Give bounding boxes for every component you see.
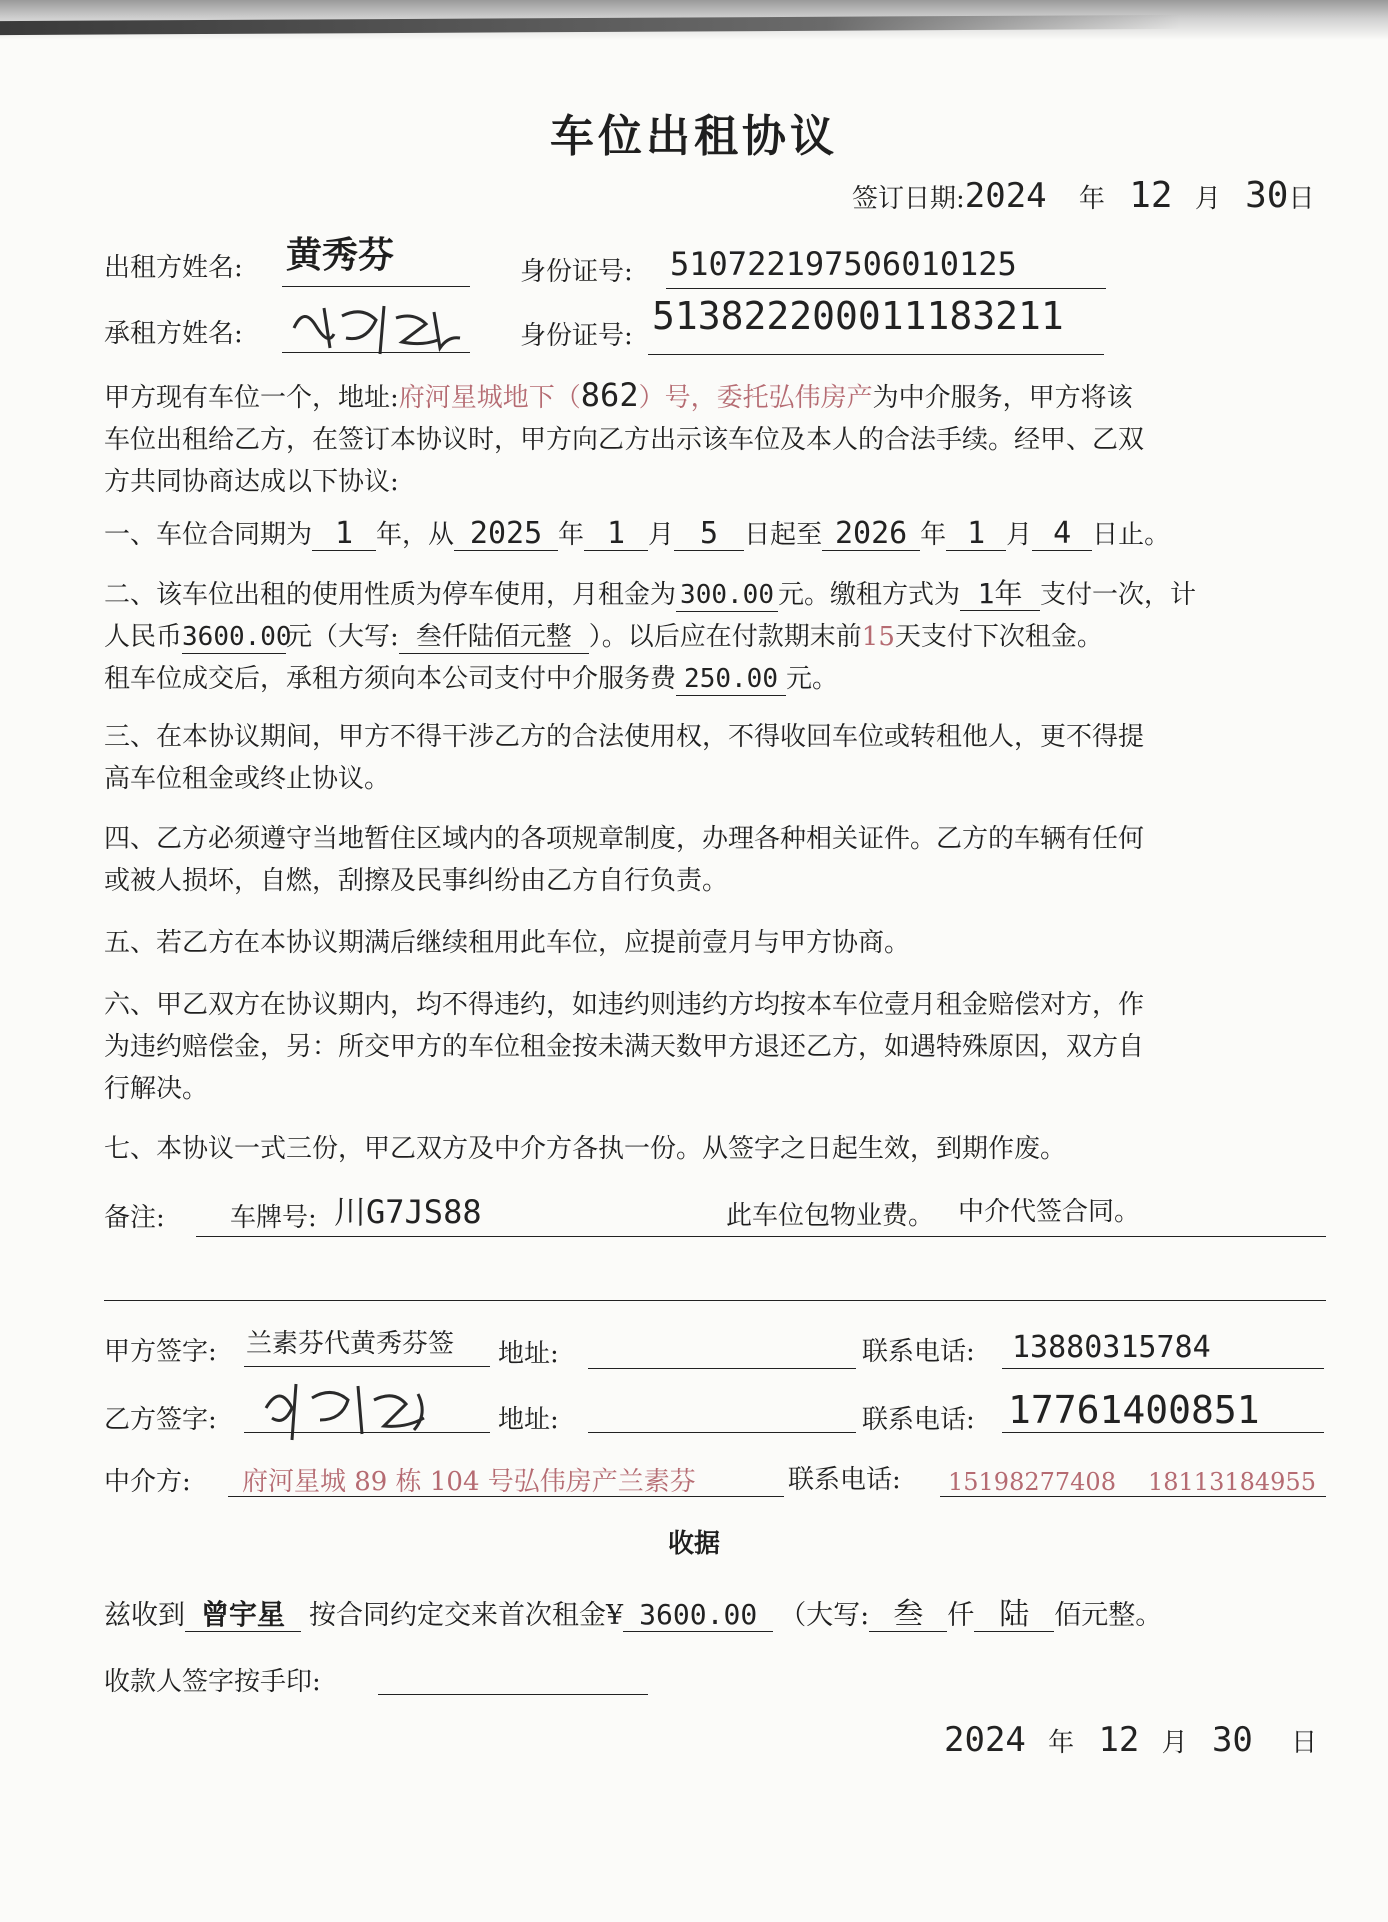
lessor-name-underline (282, 286, 470, 287)
party-a-phone-underline (1002, 1368, 1324, 1369)
clause1-text-e: 日起至 (744, 520, 823, 550)
clause2-payment-period: 1年 (960, 578, 1040, 611)
receipt-text-d: 仟 (947, 1600, 975, 1631)
intro-text-1: 甲方现有车位一个，地址: (104, 383, 399, 413)
clause6-line-1: 六、甲乙双方在协议期内，均不得违约，如违约则违约方均按本车位壹月租金赔偿对方，作 (104, 990, 1145, 1020)
party-b-phone: 17761400851 (1008, 1388, 1260, 1432)
agent-value: 府河星城 89 栋 104 号弘伟房产兰素芬 (242, 1467, 696, 1497)
clause2-line-3 (104, 658, 1326, 700)
lessee-id-underline (648, 354, 1104, 355)
lessee-name-signature (284, 298, 474, 360)
party-a-phone: 13880315784 (1012, 1330, 1211, 1365)
lessee-name-label: 承租方姓名: (104, 319, 243, 349)
intro-lot-number: 862 (580, 376, 639, 414)
clause2-text-e: 元（大写: (286, 622, 399, 652)
clause4-line-1: 四、乙方必须遵守当地暂住区域内的各项规章制度，办理各种相关证件。乙方的车辆有任何 (104, 824, 1145, 854)
agent-phone-2: 18113184955 (1148, 1468, 1316, 1496)
clause7-line-1: 七、本协议一式三份，甲乙双方及中介方各执一份。从签字之日起生效，到期作废。 (104, 1134, 1067, 1164)
lessor-id-label: 身份证号: (520, 257, 633, 287)
party-a-address-label: 地址: (498, 1339, 559, 1369)
agent-phone-underline (940, 1496, 1326, 1497)
sign-date-year: 2024 (964, 176, 1047, 216)
remarks-underline-2 (104, 1300, 1326, 1301)
remarks-label: 备注: (104, 1203, 165, 1233)
party-b-sign-underline (244, 1432, 490, 1433)
clause2-text-h: 租车位成交后，承租方须向本公司支付中介服务费 (104, 664, 677, 694)
clause1-start-year: 2025 (454, 518, 558, 551)
receipt-payer: 曾宇星 (185, 1599, 301, 1632)
receipt-text-a: 兹收到 (104, 1600, 185, 1631)
clause1-start-day: 5 (674, 518, 744, 551)
agent-phone-1: 15198277408 (948, 1468, 1116, 1496)
property-fee-note: 中介代签合同。 (958, 1197, 1141, 1227)
clause2-text-i: 元。 (786, 664, 839, 694)
receipt-date-day-unit: 日 (1291, 1728, 1318, 1758)
sign-date-month: 12 (1129, 175, 1173, 216)
sign-date-month-unit: 月 (1194, 184, 1221, 214)
intro-line-3: 方共同协商达成以下协议: (104, 467, 399, 497)
clause1-text-b: 年，从 (376, 520, 455, 550)
clause2-text-f: ）。以后应在付款期末前 (588, 622, 862, 652)
agent-label: 中介方: (104, 1467, 191, 1497)
party-a-address-underline (588, 1368, 856, 1369)
clause3-line-2: 高车位租金或终止协议。 (104, 764, 391, 794)
clause2-text-a: 二、该车位出租的使用性质为停车使用，月租金为 (104, 580, 677, 610)
lessor-name-label: 出租方姓名: (104, 253, 243, 283)
party-b-address-underline (588, 1432, 856, 1433)
clause1-text-g: 月 (1006, 520, 1033, 550)
receipt-text-b: 按合同约定交来首次租金¥ (309, 1600, 624, 1631)
agent-phone-label: 联系电话: (788, 1465, 901, 1495)
clause2-total-words: 叁仟陆佰元整 (399, 621, 589, 654)
lessor-id-underline (666, 288, 1106, 289)
intro-address: 府河星城地下（ (398, 383, 581, 413)
clause1-text-a: 一、车位合同期为 (104, 520, 313, 550)
clause-7 (104, 1128, 1326, 1170)
clause-5 (104, 922, 1326, 964)
receipt-date-year-unit: 年 (1048, 1728, 1075, 1758)
lessee-id-label: 身份证号: (520, 321, 633, 351)
intro-text-2: ）号，委托 (638, 383, 769, 413)
clause2-line-1 (104, 574, 1326, 616)
party-a-sign-underline (244, 1366, 490, 1367)
document-title: 车位出租协议 (550, 111, 838, 162)
clause-6 (104, 984, 1326, 1110)
clause1-start-month: 1 (584, 518, 648, 551)
receipt-words-thousand: 叁 (869, 1599, 947, 1632)
clause6-line-2: 为违约赔偿金，另：所交甲方的车位租金按未满天数甲方退还乙方，如遇特殊原因，双方自 (104, 1032, 1145, 1062)
remarks-underline-1 (196, 1236, 1326, 1237)
intro-text-3: 为中介服务，甲方将该 (872, 383, 1133, 413)
party-b-phone-underline (1002, 1432, 1324, 1433)
sign-date-year-unit: 年 (1078, 184, 1105, 214)
receipt-date-day: 30 (1211, 1720, 1253, 1760)
plate-label: 车牌号: (230, 1203, 317, 1233)
receipt-title: 收据 (667, 1529, 720, 1559)
clause2-agency-fee: 250.00 (676, 663, 786, 696)
clause1-text-c: 年 (558, 520, 585, 550)
clause1-text-d: 月 (648, 520, 675, 550)
sign-date-label: 签订日期: (852, 184, 965, 214)
lessor-name: 黄秀芬 (286, 235, 395, 276)
intro-line-1 (104, 374, 1326, 419)
clause1-text-f: 年 (920, 520, 947, 550)
party-b-signature (252, 1376, 452, 1446)
party-a-phone-label: 联系电话: (862, 1337, 975, 1367)
clause1-years: 1 (312, 518, 376, 551)
receipt-date-month: 12 (1098, 1720, 1140, 1760)
agent-underline (228, 1496, 784, 1497)
receipt-date-year: 2024 (944, 1720, 1026, 1760)
clause1-end-month: 1 (946, 518, 1006, 551)
clause-1 (104, 514, 1326, 556)
lessee-name-underline (282, 352, 470, 353)
receipt-amount: 3600.00 (623, 1599, 773, 1632)
sign-date (852, 175, 1315, 217)
clause2-text-b: 元。缴租方式为 (778, 580, 961, 610)
sign-date-day-unit: 日 (1288, 184, 1315, 214)
plate-number: 川G7JS88 (334, 1193, 482, 1231)
clause2-text-d: 人民币 (104, 622, 183, 652)
clause-4 (104, 818, 1326, 902)
receipt-sign-underline (378, 1694, 648, 1695)
receipt-words-hundred: 陆 (974, 1599, 1054, 1632)
receipt-line (104, 1598, 1162, 1634)
receipt-sign-label: 收款人签字按手印: (104, 1667, 321, 1697)
property-fee-label: 此车位包物业费。 (726, 1201, 935, 1231)
clause2-monthly-rent: 300.00 (676, 579, 778, 612)
clause5-line-1: 五、若乙方在本协议期满后继续租用此车位，应提前壹月与甲方协商。 (104, 928, 911, 958)
clause1-end-day: 4 (1032, 518, 1092, 551)
clause1-end-year: 2026 (822, 518, 920, 551)
intro-agency: 弘伟房产 (768, 383, 873, 413)
receipt-text-e: 佰元整。 (1054, 1600, 1163, 1631)
intro-paragraph (104, 374, 1326, 503)
lessee-id: 513822200011183211 (652, 294, 1064, 338)
intro-line-2: 车位出租给乙方，在签订本协议时，甲方向乙方出示该车位及本人的合法手续。经甲、乙双 (104, 425, 1145, 455)
clause2-line-2 (104, 616, 1326, 658)
sign-date-day: 30 (1245, 175, 1289, 216)
clause2-text-c: 支付一次，计 (1040, 580, 1197, 610)
clause2-days: 15 (861, 622, 895, 652)
receipt-text-c: （大写: (779, 1600, 870, 1631)
clause6-line-3: 行解决。 (104, 1074, 209, 1104)
clause2-total: 3600.00 (182, 622, 292, 652)
clause4-line-2: 或被人损坏，自燃，刮擦及民事纠纷由乙方自行负责。 (104, 866, 729, 896)
party-b-sign-label: 乙方签字: (104, 1405, 217, 1435)
party-a-sign-label: 甲方签字: (104, 1337, 217, 1367)
receipt-date (944, 1722, 1317, 1761)
party-b-address-label: 地址: (498, 1405, 559, 1435)
clause2-text-g: 天支付下次租金。 (894, 622, 1103, 652)
clause1-text-h: 日止。 (1092, 520, 1171, 550)
clause3-line-1: 三、在本协议期间，甲方不得干涉乙方的合法使用权，不得收回车位或转租他人，更不得提 (104, 722, 1145, 752)
clause-2 (104, 574, 1326, 700)
receipt-date-month-unit: 月 (1161, 1728, 1188, 1758)
lessor-id: 510722197506010125 (670, 245, 1017, 283)
clause-3 (104, 716, 1326, 800)
party-b-phone-label: 联系电话: (862, 1405, 975, 1435)
party-a-signature: 兰素芬代黄秀芬签 (246, 1329, 455, 1359)
